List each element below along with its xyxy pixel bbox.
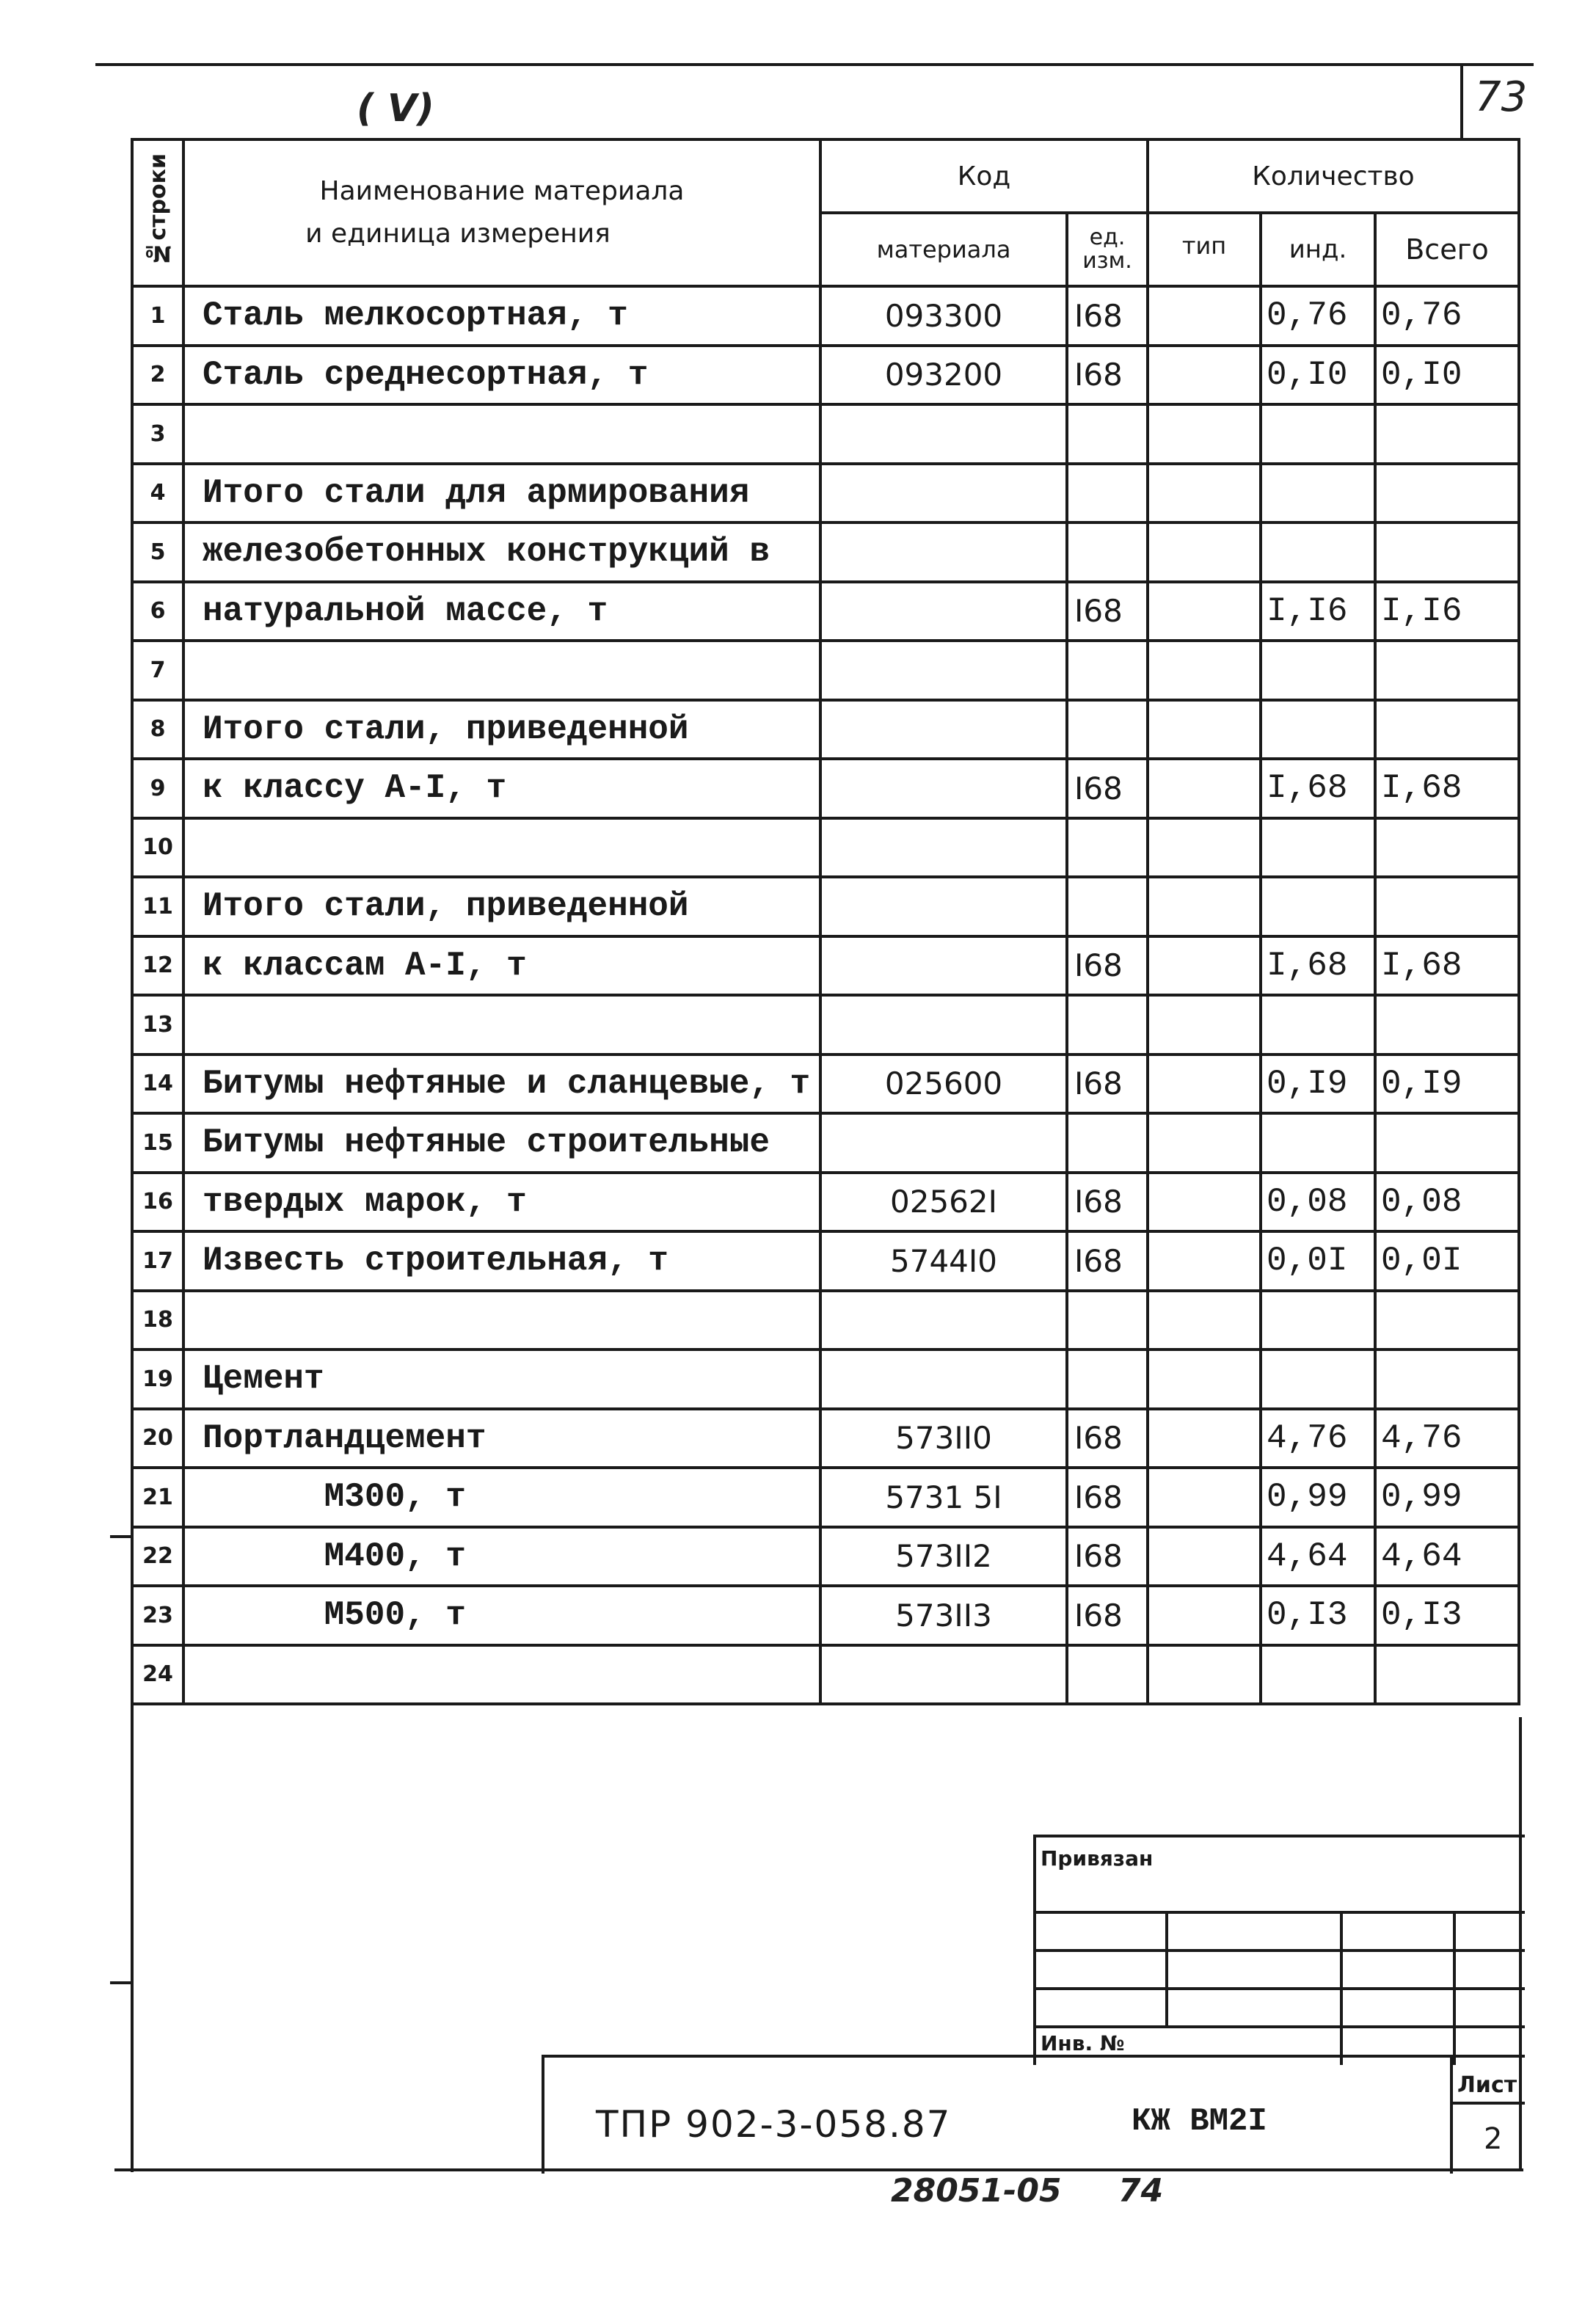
qty-individual-cell <box>1261 995 1375 1055</box>
qty-total-cell: 0,76 <box>1375 286 1519 346</box>
table-row <box>132 1113 1519 1173</box>
table-row <box>132 1586 1519 1645</box>
qty-individual-cell <box>1261 641 1375 700</box>
header-qty-total: Всего <box>1375 213 1519 286</box>
row-number-cell: 24 <box>132 1645 183 1705</box>
qty-total-cell <box>1375 522 1519 582</box>
qty-individual-cell <box>1261 522 1375 582</box>
sheet-number: 2 <box>1484 2122 1503 2156</box>
qty-type-cell <box>1148 1113 1261 1173</box>
table-row <box>132 1468 1519 1527</box>
material-code-cell: 573II0 <box>820 1409 1067 1468</box>
qty-total-cell: 0,I0 <box>1375 346 1519 405</box>
row-number-cell: 1 <box>132 286 183 346</box>
table-row <box>132 346 1519 405</box>
qty-type-cell <box>1148 286 1261 346</box>
unit-code-cell <box>1067 641 1148 700</box>
material-name-cell: Сталь среднесортная, т <box>183 346 820 405</box>
material-name-cell: к классам А-I, т <box>183 936 820 996</box>
material-name-cell <box>183 818 820 878</box>
binding-div-2 <box>1340 1911 1343 2065</box>
header-name <box>183 139 820 286</box>
binding-line-3 <box>1036 1987 1525 1990</box>
binding-line-4 <box>1036 2025 1525 2028</box>
row-number-cell: 14 <box>132 1055 183 1114</box>
row-number-cell: 2 <box>132 346 183 405</box>
row-number-cell: 7 <box>132 641 183 700</box>
page-number-box-edge <box>1460 63 1463 139</box>
specification-body <box>132 286 1519 1704</box>
material-name-cell <box>183 995 820 1055</box>
qty-type-cell <box>1148 346 1261 405</box>
table-row <box>132 877 1519 936</box>
qty-individual-cell: I,68 <box>1261 759 1375 818</box>
binding-stamp <box>1033 1835 1525 2065</box>
qty-individual-cell: I,I6 <box>1261 582 1375 641</box>
material-name-cell <box>183 1645 820 1705</box>
unit-code-cell: I68 <box>1067 582 1148 641</box>
material-code-cell: 093200 <box>820 346 1067 405</box>
material-name-cell: Итого стали, приведенной <box>183 700 820 760</box>
binding-line-1 <box>1036 1911 1525 1914</box>
left-tick-mark <box>110 1535 134 1538</box>
unit-code-cell <box>1067 1645 1148 1705</box>
row-number-cell: 18 <box>132 1291 183 1350</box>
binding-line-2 <box>1036 1949 1525 1952</box>
qty-type-cell <box>1148 1586 1261 1645</box>
row-number-cell: 15 <box>132 1113 183 1173</box>
qty-total-cell: I,68 <box>1375 759 1519 818</box>
material-name-cell: М300, т <box>183 1468 820 1527</box>
table-row <box>132 995 1519 1055</box>
qty-total-cell <box>1375 818 1519 878</box>
qty-type-cell <box>1148 1055 1261 1114</box>
qty-type-cell <box>1148 404 1261 464</box>
sheet-label: Лист <box>1457 2072 1517 2098</box>
unit-code-cell <box>1067 818 1148 878</box>
section-mark: ( V) <box>357 87 434 131</box>
unit-code-cell <box>1067 995 1148 1055</box>
unit-code-cell: I68 <box>1067 1173 1148 1232</box>
material-name-cell: Битумы нефтяные и сланцевые, т <box>183 1055 820 1114</box>
qty-total-cell <box>1375 995 1519 1055</box>
table-row <box>132 1409 1519 1468</box>
header-qty-ind: инд. <box>1261 213 1375 286</box>
table-row <box>132 818 1519 878</box>
qty-individual-cell: 0,I3 <box>1261 1586 1375 1645</box>
material-name-cell: Портландцемент <box>183 1409 820 1468</box>
qty-individual-cell <box>1261 1113 1375 1173</box>
row-number-cell: 13 <box>132 995 183 1055</box>
unit-code-cell: I68 <box>1067 1231 1148 1291</box>
frame-left <box>131 778 134 2172</box>
qty-type-cell <box>1148 641 1261 700</box>
qty-individual-cell <box>1261 877 1375 936</box>
qty-individual-cell <box>1261 1645 1375 1705</box>
material-code-cell: 093300 <box>820 286 1067 346</box>
row-number-cell: 8 <box>132 700 183 760</box>
qty-total-cell: 0,0I <box>1375 1231 1519 1291</box>
material-code-cell <box>820 404 1067 464</box>
unit-code-cell <box>1067 1349 1148 1409</box>
binding-label: Привязан <box>1041 1846 1154 1871</box>
unit-code-cell: I68 <box>1067 346 1148 405</box>
table-row <box>132 1055 1519 1114</box>
row-number-cell: 22 <box>132 1527 183 1587</box>
qty-individual-cell <box>1261 404 1375 464</box>
qty-total-cell: 0,I9 <box>1375 1055 1519 1114</box>
material-code-cell <box>820 582 1067 641</box>
material-code-cell <box>820 700 1067 760</box>
row-number-cell: 5 <box>132 522 183 582</box>
material-name-cell: Битумы нефтяные строительные <box>183 1113 820 1173</box>
row-number-cell: 4 <box>132 464 183 523</box>
material-code-cell <box>820 936 1067 996</box>
unit-code-cell <box>1067 700 1148 760</box>
unit-code-cell <box>1067 877 1148 936</box>
qty-total-cell: I,I6 <box>1375 582 1519 641</box>
qty-type-cell <box>1148 1409 1261 1468</box>
material-code-cell: 573II3 <box>820 1586 1067 1645</box>
qty-individual-cell: 0,76 <box>1261 286 1375 346</box>
qty-type-cell <box>1148 936 1261 996</box>
table-row <box>132 1231 1519 1291</box>
material-code-cell: 5744I0 <box>820 1231 1067 1291</box>
row-number-cell: 20 <box>132 1409 183 1468</box>
name-heading-line1: Наименование материала <box>319 176 685 206</box>
header-code-material: материала <box>820 213 1067 286</box>
qty-total-cell <box>1375 1291 1519 1350</box>
footer-page-number: 74 <box>1118 2172 1164 2210</box>
table-row <box>132 641 1519 700</box>
binding-div-3 <box>1453 1911 1456 2065</box>
table-row <box>132 759 1519 818</box>
qty-individual-cell <box>1261 700 1375 760</box>
qty-type-cell <box>1148 582 1261 641</box>
material-code-cell <box>820 1645 1067 1705</box>
binding-div-1 <box>1165 1911 1168 2025</box>
unit-code-cell: I68 <box>1067 1527 1148 1587</box>
table-row <box>132 1645 1519 1705</box>
qty-total-cell: 4,64 <box>1375 1527 1519 1587</box>
qty-total-cell <box>1375 404 1519 464</box>
qty-individual-cell: 4,76 <box>1261 1409 1375 1468</box>
name-heading-line2: и единица измерения <box>305 219 611 249</box>
qty-individual-cell: I,68 <box>1261 936 1375 996</box>
unit-code-cell: I68 <box>1067 759 1148 818</box>
material-code-cell <box>820 818 1067 878</box>
row-number-heading: №строки <box>145 153 171 266</box>
qty-individual-cell <box>1261 1349 1375 1409</box>
material-name-cell <box>183 1291 820 1350</box>
table-row <box>132 1349 1519 1409</box>
table-row <box>132 1527 1519 1587</box>
material-name-cell: натуральной массе, т <box>183 582 820 641</box>
header-row-1 <box>132 139 1519 213</box>
material-name-cell: Цемент <box>183 1349 820 1409</box>
header-qty-type: тип <box>1148 213 1261 286</box>
table-row <box>132 286 1519 346</box>
qty-type-cell <box>1148 995 1261 1055</box>
row-number-cell: 16 <box>132 1173 183 1232</box>
qty-total-cell: 0,08 <box>1375 1173 1519 1232</box>
qty-individual-cell: 0,99 <box>1261 1468 1375 1527</box>
qty-type-cell <box>1148 522 1261 582</box>
material-name-cell: Итого стали для армирования <box>183 464 820 523</box>
row-number-cell: 21 <box>132 1468 183 1527</box>
material-name-cell: Итого стали, приведенной <box>183 877 820 936</box>
qty-type-cell <box>1148 1231 1261 1291</box>
qty-type-cell <box>1148 700 1261 760</box>
material-code-cell: 573II2 <box>820 1527 1067 1587</box>
material-code-cell <box>820 1349 1067 1409</box>
unit-code-cell <box>1067 522 1148 582</box>
sheet-rule <box>1450 2102 1525 2105</box>
unit-code-cell: I68 <box>1067 936 1148 996</box>
qty-total-cell <box>1375 641 1519 700</box>
page-number: 73 <box>1475 73 1528 121</box>
qty-individual-cell <box>1261 464 1375 523</box>
unit-code-cell: I68 <box>1067 1586 1148 1645</box>
qty-total-cell <box>1375 1349 1519 1409</box>
material-name-cell <box>183 404 820 464</box>
row-number-cell: 11 <box>132 877 183 936</box>
material-code-cell: 02562I <box>820 1173 1067 1232</box>
material-code-cell <box>820 1113 1067 1173</box>
material-code-cell <box>820 877 1067 936</box>
title-block <box>542 2055 1525 2174</box>
row-number-cell: 10 <box>132 818 183 878</box>
material-code-cell <box>820 759 1067 818</box>
table-row <box>132 582 1519 641</box>
row-number-cell: 17 <box>132 1231 183 1291</box>
row-number-cell: 6 <box>132 582 183 641</box>
table-row <box>132 936 1519 996</box>
top-rule <box>95 63 1534 66</box>
qty-type-cell <box>1148 1645 1261 1705</box>
material-code-cell <box>820 1291 1067 1350</box>
table-row <box>132 1173 1519 1232</box>
material-name-cell: М500, т <box>183 1586 820 1645</box>
qty-individual-cell: 4,64 <box>1261 1527 1375 1587</box>
qty-total-cell <box>1375 1645 1519 1705</box>
qty-total-cell: 0,99 <box>1375 1468 1519 1527</box>
qty-type-cell <box>1148 1527 1261 1587</box>
row-number-cell: 23 <box>132 1586 183 1645</box>
unit-code-cell <box>1067 404 1148 464</box>
qty-total-cell <box>1375 1113 1519 1173</box>
qty-total-cell: 0,I3 <box>1375 1586 1519 1645</box>
specification-table <box>131 138 1520 1705</box>
row-number-cell: 19 <box>132 1349 183 1409</box>
unit-code-cell <box>1067 1291 1148 1350</box>
qty-type-cell <box>1148 1468 1261 1527</box>
material-name-cell: твердых марок, т <box>183 1173 820 1232</box>
qty-individual-cell: 0,0I <box>1261 1231 1375 1291</box>
unit-code-cell: I68 <box>1067 1468 1148 1527</box>
document-code: ТПР 902-3-058.87 <box>596 2103 952 2146</box>
qty-total-cell <box>1375 464 1519 523</box>
material-code-cell: 025600 <box>820 1055 1067 1114</box>
material-name-cell: к классу А-I, т <box>183 759 820 818</box>
header-code-unit: ед. изм. <box>1067 213 1148 286</box>
qty-individual-cell <box>1261 1291 1375 1350</box>
header-quantity-group: Количество <box>1148 139 1519 213</box>
sheet-divider <box>1450 2058 1453 2174</box>
material-code-cell <box>820 641 1067 700</box>
table-row <box>132 404 1519 464</box>
header-row-number <box>132 139 183 286</box>
qty-type-cell <box>1148 1173 1261 1232</box>
qty-total-cell <box>1375 700 1519 760</box>
material-code-cell <box>820 464 1067 523</box>
material-name-cell: железобетонных конструкций в <box>183 522 820 582</box>
qty-type-cell <box>1148 877 1261 936</box>
material-name-cell: Сталь мелкосортная, т <box>183 286 820 346</box>
qty-type-cell <box>1148 759 1261 818</box>
row-number-cell: 3 <box>132 404 183 464</box>
table-row <box>132 522 1519 582</box>
material-code-cell <box>820 995 1067 1055</box>
qty-type-cell <box>1148 464 1261 523</box>
unit-code-cell <box>1067 464 1148 523</box>
row-number-cell: 9 <box>132 759 183 818</box>
qty-type-cell <box>1148 818 1261 878</box>
qty-individual-cell: 0,08 <box>1261 1173 1375 1232</box>
header-code-group: Код <box>820 139 1148 213</box>
material-name-cell: Известь строительная, т <box>183 1231 820 1291</box>
qty-total-cell: 4,76 <box>1375 1409 1519 1468</box>
material-code-cell <box>820 522 1067 582</box>
material-name-cell <box>183 641 820 700</box>
material-name-cell: М400, т <box>183 1527 820 1587</box>
document-mark: КЖ ВМ2I <box>1132 2103 1267 2140</box>
qty-type-cell <box>1148 1291 1261 1350</box>
order-number: 28051-05 <box>891 2172 1062 2210</box>
table-row <box>132 464 1519 523</box>
qty-individual-cell <box>1261 818 1375 878</box>
table-row <box>132 700 1519 760</box>
unit-code-cell: I68 <box>1067 1055 1148 1114</box>
qty-type-cell <box>1148 1349 1261 1409</box>
left-tick-mark-2 <box>110 1981 134 1984</box>
qty-total-cell <box>1375 877 1519 936</box>
inventory-number-label: Инв. № <box>1041 2031 1125 2055</box>
row-number-cell: 12 <box>132 936 183 996</box>
unit-code-cell: I68 <box>1067 286 1148 346</box>
material-code-cell: 5731 5I <box>820 1468 1067 1527</box>
unit-code-cell <box>1067 1113 1148 1173</box>
qty-total-cell: I,68 <box>1375 936 1519 996</box>
unit-code-cell: I68 <box>1067 1409 1148 1468</box>
table-row <box>132 1291 1519 1350</box>
qty-individual-cell: 0,I0 <box>1261 346 1375 405</box>
qty-individual-cell: 0,I9 <box>1261 1055 1375 1114</box>
